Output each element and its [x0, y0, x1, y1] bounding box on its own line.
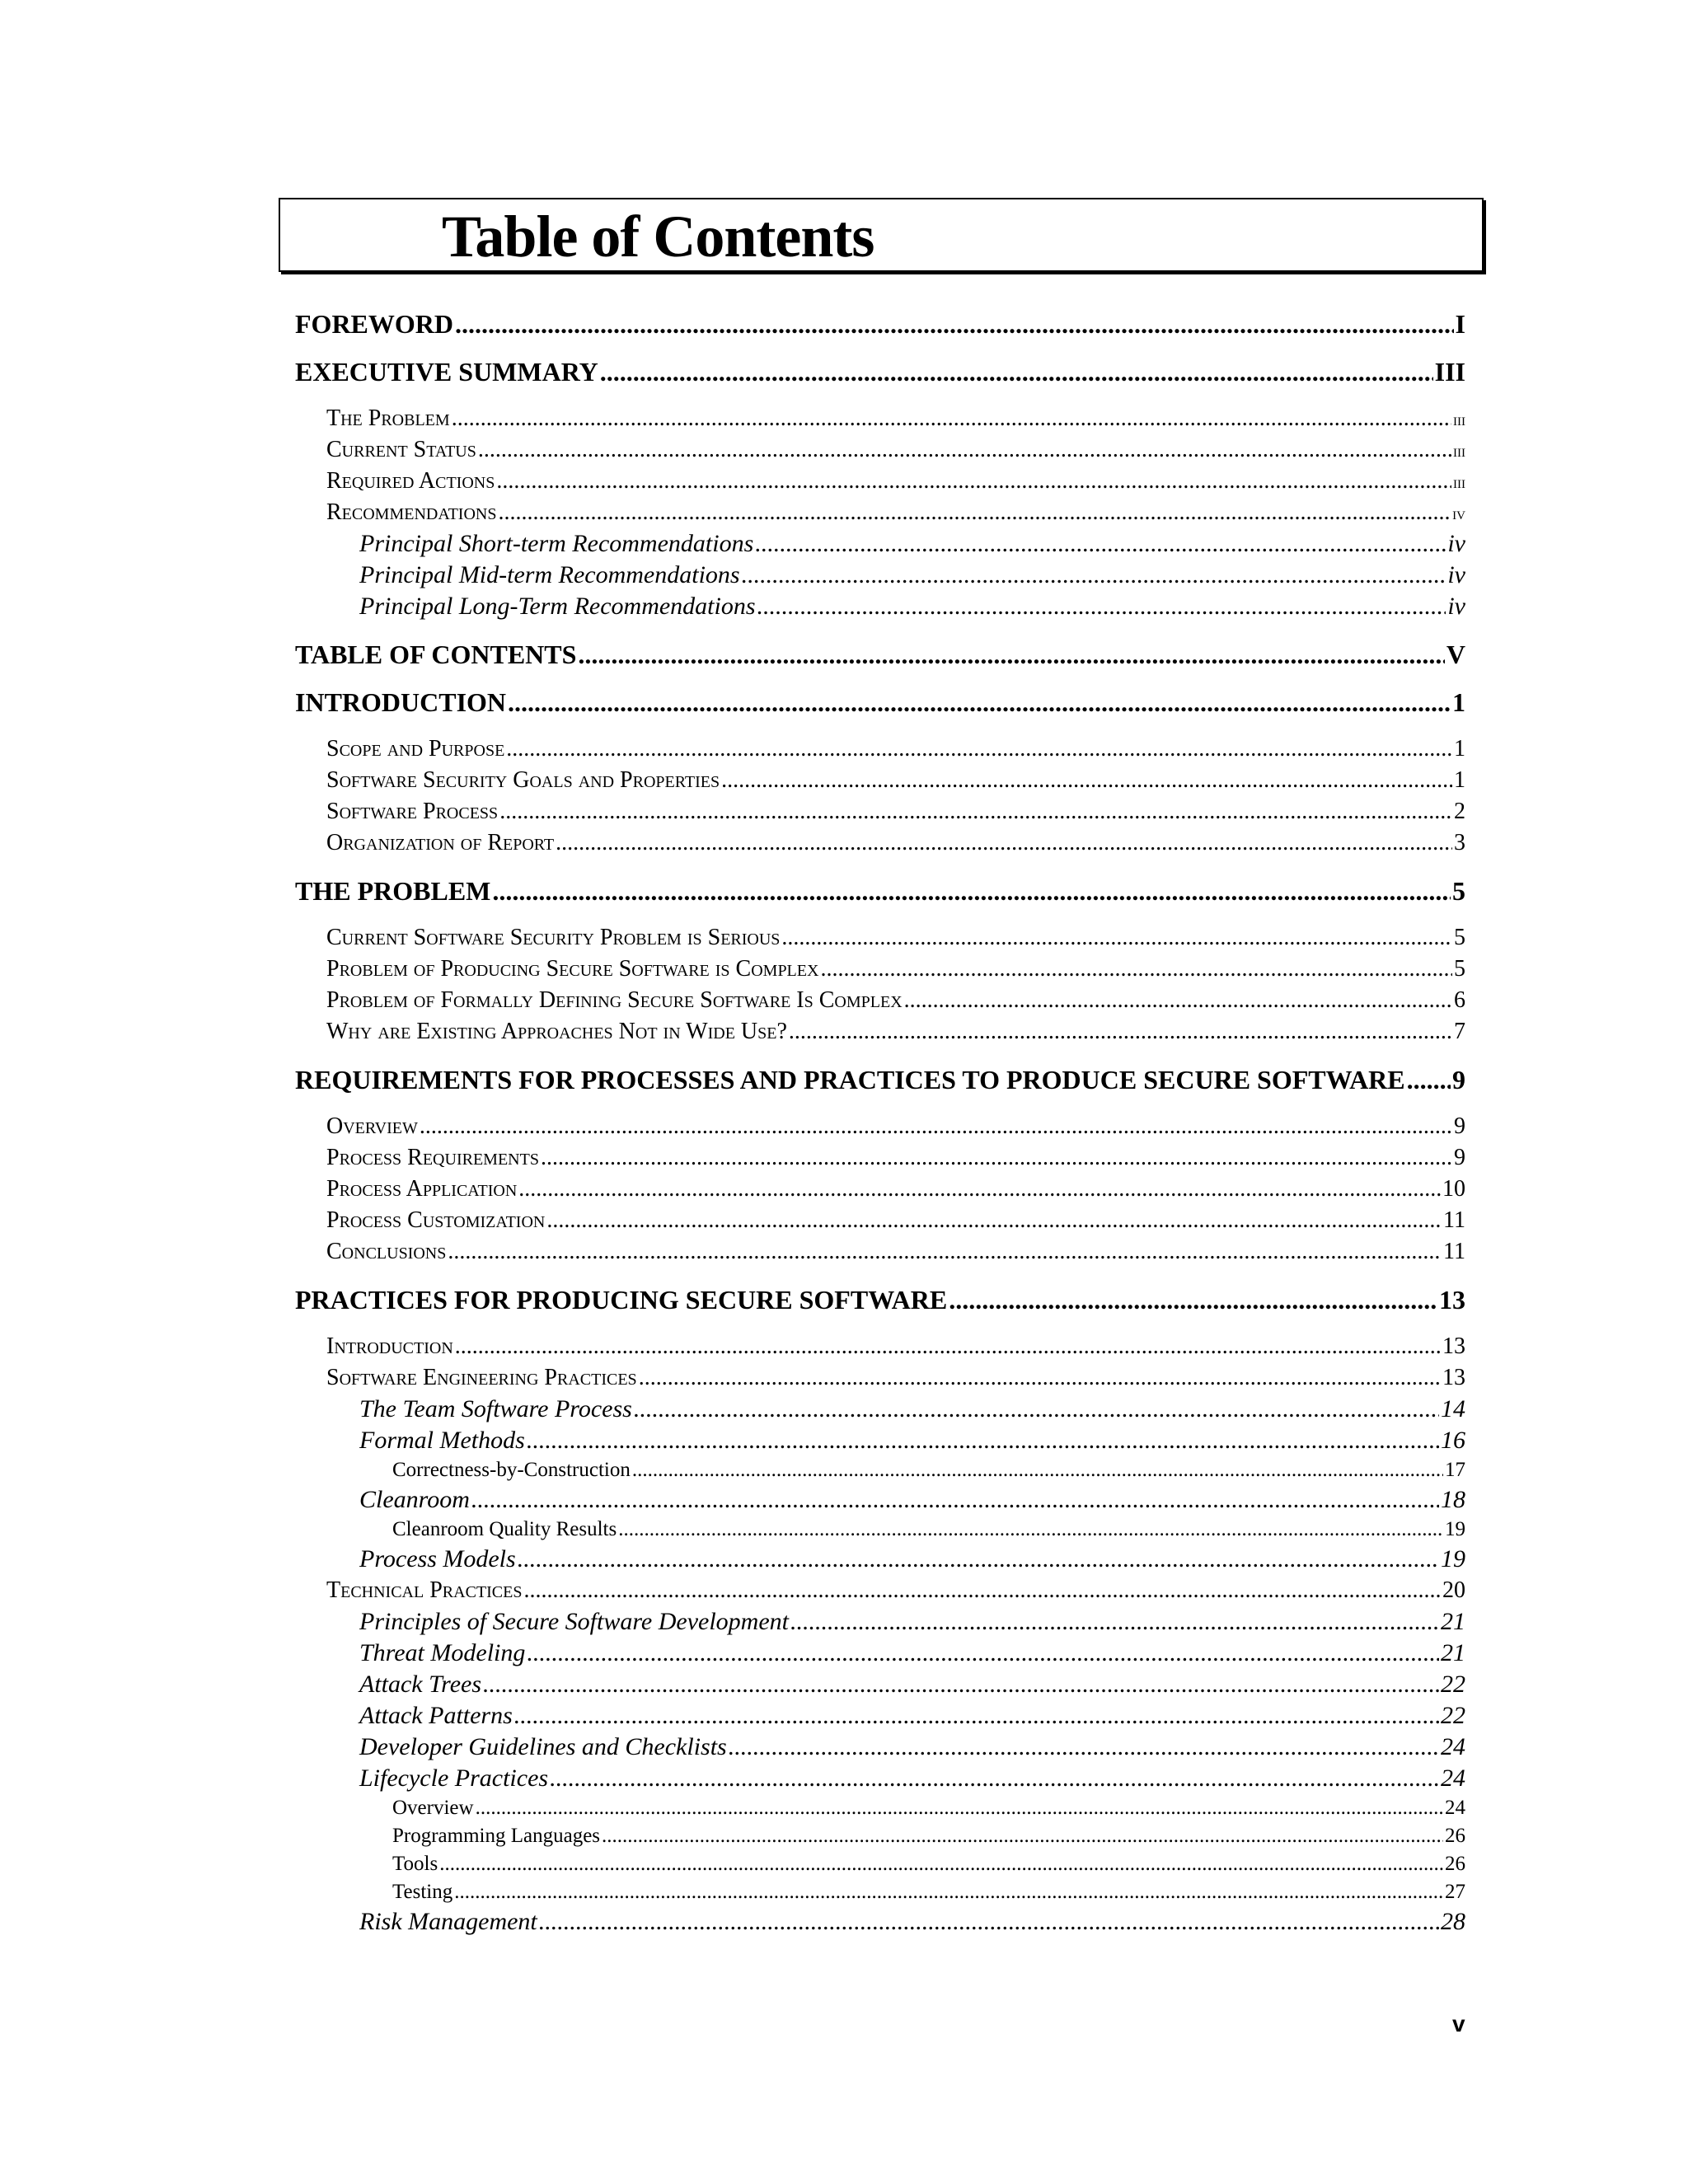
toc-entry-title: THE PROBLEM [295, 876, 491, 906]
table-of-contents [295, 300, 1465, 1938]
toc-entry-title: Software Process [326, 799, 499, 824]
dot-leader [523, 1575, 1441, 1606]
toc-entry[interactable] [295, 985, 1465, 1016]
toc-entry[interactable] [295, 1850, 1465, 1878]
toc-entry-page: 2 [1454, 799, 1465, 824]
toc-entry[interactable] [295, 1111, 1465, 1142]
toc-entry-page: 5 [1452, 876, 1465, 906]
dot-leader [1407, 1064, 1451, 1095]
toc-entry-title: Process Customization [326, 1207, 546, 1233]
dot-leader [602, 1822, 1443, 1850]
toc-entry-title: Principal Mid-term Recommendations [359, 561, 740, 588]
dot-leader [454, 1878, 1443, 1906]
toc-entry-page: 21 [1441, 1608, 1465, 1635]
toc-entry-page: V [1446, 640, 1465, 669]
dot-leader [420, 1111, 1452, 1142]
toc-entry-page: iv [1447, 561, 1465, 588]
dot-leader [478, 434, 1451, 466]
toc-entry-page: 24 [1441, 1733, 1465, 1760]
toc-entry-title: Organization of Report [326, 830, 555, 855]
toc-entry-page: 13 [1442, 1365, 1465, 1390]
dot-leader [721, 765, 1452, 796]
toc-entry[interactable] [295, 1142, 1465, 1174]
dot-leader [506, 733, 1452, 765]
toc-entry-title: Testing [392, 1881, 453, 1903]
toc-entry-title: Recommendations [326, 499, 497, 525]
toc-entry-page: 10 [1442, 1176, 1465, 1202]
dot-leader [742, 560, 1447, 591]
dot-leader [452, 403, 1451, 434]
toc-entry-page: iii [1453, 440, 1465, 461]
dot-leader [781, 922, 1452, 954]
toc-entry-title: Process Application [326, 1176, 518, 1202]
dot-leader [556, 827, 1452, 859]
toc-entry[interactable] [295, 687, 1465, 718]
toc-entry[interactable] [295, 1763, 1465, 1794]
toc-entry-page: 11 [1443, 1239, 1465, 1264]
toc-entry-title: Cleanroom Quality Results [392, 1518, 617, 1540]
dot-leader [578, 639, 1444, 670]
toc-entry-title: PRACTICES FOR PRODUCING SECURE SOFTWARE [295, 1285, 948, 1315]
toc-entry-title: The Team Software Process [359, 1395, 632, 1422]
dot-leader [496, 466, 1451, 497]
toc-entry-title: Process Requirements [326, 1145, 539, 1170]
toc-entry-page: 11 [1443, 1207, 1465, 1233]
toc-entry[interactable] [295, 1425, 1465, 1456]
toc-entry-title: Technical Practices [326, 1577, 523, 1603]
toc-entry-title: Problem of Formally Defining Secure Software Is Complex [326, 987, 903, 1013]
dot-leader [618, 1516, 1443, 1544]
toc-entry[interactable] [295, 639, 1465, 670]
dot-leader [949, 1284, 1437, 1315]
toc-entry-page: 22 [1441, 1702, 1465, 1729]
toc-entry-title: Correctness-by-Construction [392, 1459, 631, 1481]
toc-entry-page: 16 [1441, 1427, 1465, 1454]
toc-entry-title: FOREWORD [295, 309, 453, 339]
toc-entry-title: Required Actions [326, 468, 495, 494]
toc-entry[interactable] [295, 1016, 1465, 1047]
toc-entry-title: Programming Languages [392, 1825, 601, 1847]
toc-entry[interactable] [295, 1362, 1465, 1394]
dot-leader [541, 1142, 1452, 1174]
toc-entry[interactable] [295, 1638, 1465, 1669]
toc-entry-title: Introduction [326, 1333, 453, 1359]
toc-entry-title: Cleanroom [359, 1486, 470, 1513]
toc-entry-title: Scope and Purpose [326, 736, 505, 762]
toc-entry-page: 9 [1454, 1145, 1465, 1170]
dot-leader [820, 954, 1452, 985]
toc-entry-page: 13 [1442, 1333, 1465, 1359]
toc-entry[interactable] [295, 1236, 1465, 1268]
toc-entry[interactable] [295, 466, 1465, 497]
dot-leader [476, 1794, 1443, 1822]
dot-leader [455, 1331, 1441, 1362]
dot-leader [448, 1236, 1442, 1268]
toc-entry-title: Current Software Security Problem is Serious [326, 925, 781, 950]
toc-entry-title: TABLE OF CONTENTS [295, 640, 577, 669]
page-title: Table of Contents [442, 204, 874, 269]
dot-leader [527, 1638, 1439, 1669]
dot-leader [632, 1456, 1443, 1484]
toc-entry-page: 1 [1454, 767, 1465, 793]
toc-entry[interactable] [295, 560, 1465, 591]
toc-entry[interactable] [295, 403, 1465, 434]
toc-entry-title: Attack Patterns [359, 1702, 513, 1729]
dot-leader [634, 1394, 1439, 1425]
toc-entry-title: Formal Methods [359, 1427, 525, 1454]
toc-entry-page: iii [1453, 409, 1465, 429]
toc-entry[interactable] [295, 1822, 1465, 1850]
toc-entry[interactable] [295, 1878, 1465, 1906]
title-box [279, 198, 1484, 272]
toc-entry-title: Problem of Producing Secure Software is Complex [326, 956, 819, 982]
toc-entry-page: 18 [1441, 1486, 1465, 1513]
toc-entry[interactable] [295, 356, 1465, 387]
toc-entry-page: 13 [1439, 1285, 1465, 1315]
toc-entry-page: iii [1453, 471, 1465, 492]
toc-entry-title: Software Security Goals and Properties [326, 767, 720, 793]
dot-leader [455, 308, 1454, 340]
dot-leader [498, 497, 1451, 528]
toc-entry-page: 14 [1441, 1395, 1465, 1422]
toc-entry[interactable] [295, 528, 1465, 560]
dot-leader [518, 1544, 1439, 1575]
toc-entry[interactable] [295, 1906, 1465, 1938]
toc-entry-title: Principles of Secure Software Development [359, 1608, 789, 1635]
dot-leader [527, 1425, 1439, 1456]
toc-entry-page: 1 [1452, 687, 1465, 717]
toc-entry-page: 19 [1441, 1545, 1465, 1572]
toc-entry-title: REQUIREMENTS FOR PROCESSES AND PRACTICES TO PRODUCE SECURE SOFTWARE [295, 1065, 1405, 1094]
toc-entry[interactable] [295, 497, 1465, 528]
toc-entry-page: 22 [1441, 1671, 1465, 1698]
toc-entry[interactable] [295, 733, 1465, 765]
toc-entry[interactable] [295, 1174, 1465, 1205]
toc-entry[interactable] [295, 1544, 1465, 1575]
dot-leader [546, 1205, 1442, 1236]
toc-entry-page: 24 [1441, 1765, 1465, 1792]
toc-entry-title: Conclusions [326, 1239, 447, 1264]
toc-entry[interactable] [295, 875, 1465, 907]
toc-entry-page: 6 [1454, 987, 1465, 1013]
toc-entry-page: 1 [1454, 736, 1465, 762]
toc-entry[interactable] [295, 1700, 1465, 1732]
toc-entry-title: Software Engineering Practices [326, 1365, 637, 1390]
toc-entry-title: Overview [392, 1797, 474, 1819]
dot-leader [499, 796, 1452, 827]
toc-entry-page: 9 [1454, 1113, 1465, 1139]
dot-leader [789, 1016, 1452, 1047]
toc-entry-title: EXECUTIVE SUMMARY [295, 357, 598, 387]
toc-entry[interactable] [295, 922, 1465, 954]
page-number: v [1452, 2011, 1465, 2036]
dot-leader [904, 985, 1452, 1016]
dot-leader [471, 1484, 1439, 1516]
toc-entry-title: Threat Modeling [359, 1639, 526, 1666]
toc-entry-page: 27 [1445, 1881, 1465, 1903]
toc-entry-title: Risk Management [359, 1908, 537, 1935]
toc-entry-page: 19 [1445, 1518, 1465, 1540]
dot-leader [439, 1850, 1443, 1878]
toc-entry-page: 5 [1454, 925, 1465, 950]
toc-entry-title: Attack Trees [359, 1671, 482, 1698]
toc-entry-page: 20 [1442, 1577, 1465, 1603]
toc-entry[interactable] [295, 1484, 1465, 1516]
toc-entry[interactable] [295, 1205, 1465, 1236]
toc-entry[interactable] [295, 1284, 1465, 1315]
dot-leader [483, 1669, 1439, 1700]
toc-entry[interactable] [295, 591, 1465, 622]
dot-leader [514, 1700, 1439, 1732]
toc-entry-page: 24 [1445, 1797, 1465, 1819]
toc-entry[interactable] [295, 1575, 1465, 1606]
dot-leader [790, 1606, 1439, 1638]
toc-entry-title: Current Status [326, 437, 476, 462]
toc-entry-title: Lifecycle Practices [359, 1765, 549, 1792]
toc-entry-title: Why are Existing Approaches Not in Wide Use? [326, 1019, 787, 1044]
toc-entry[interactable] [295, 1606, 1465, 1638]
toc-entry-page: 21 [1441, 1639, 1465, 1666]
toc-entry-title: Principal Long-Term Recommendations [359, 593, 756, 620]
toc-entry[interactable] [295, 308, 1465, 340]
dot-leader [539, 1906, 1439, 1938]
toc-entry-title: Developer Guidelines and Checklists [359, 1733, 727, 1760]
toc-entry-title: The Problem [326, 405, 450, 431]
toc-entry[interactable] [295, 1669, 1465, 1700]
toc-entry-title: Tools [392, 1853, 438, 1875]
dot-leader [518, 1174, 1441, 1205]
toc-entry[interactable] [295, 1331, 1465, 1362]
toc-entry-page: 5 [1454, 956, 1465, 982]
toc-entry[interactable] [295, 1394, 1465, 1425]
dot-leader [729, 1732, 1439, 1763]
toc-entry[interactable] [295, 1732, 1465, 1763]
dot-leader [757, 591, 1447, 622]
dot-leader [550, 1763, 1439, 1794]
dot-leader [755, 528, 1446, 560]
toc-entry-title: Overview [326, 1113, 418, 1139]
toc-entry-page: 17 [1445, 1459, 1465, 1481]
toc-entry-page: 3 [1454, 830, 1465, 855]
dot-leader [508, 687, 1451, 718]
toc-entry-title: Process Models [359, 1545, 516, 1572]
toc-entry[interactable] [295, 954, 1465, 985]
toc-entry-page: 26 [1445, 1825, 1465, 1847]
toc-entry-page: 9 [1452, 1065, 1465, 1094]
toc-entry[interactable] [295, 1794, 1465, 1822]
toc-entry-title: Principal Short-term Recommendations [359, 530, 754, 557]
toc-entry-page: 26 [1445, 1853, 1465, 1875]
dot-leader [492, 875, 1451, 907]
toc-entry-page: iv [1447, 530, 1465, 557]
toc-entry[interactable] [295, 1516, 1465, 1544]
toc-entry[interactable] [295, 765, 1465, 796]
toc-entry-page: I [1455, 309, 1465, 339]
toc-entry-page: iv [1447, 593, 1465, 620]
toc-entry-title: INTRODUCTION [295, 687, 507, 717]
toc-entry-page: iv [1452, 503, 1465, 523]
toc-entry[interactable] [295, 1456, 1465, 1484]
toc-entry-page: III [1434, 357, 1465, 387]
toc-entry[interactable] [295, 434, 1465, 466]
toc-entry[interactable] [295, 827, 1465, 859]
toc-entry-page: 7 [1454, 1019, 1465, 1044]
toc-entry-page: 28 [1441, 1908, 1465, 1935]
toc-entry[interactable] [295, 796, 1465, 827]
dot-leader [639, 1362, 1441, 1394]
toc-entry[interactable] [295, 1064, 1465, 1095]
dot-leader [600, 356, 1433, 387]
